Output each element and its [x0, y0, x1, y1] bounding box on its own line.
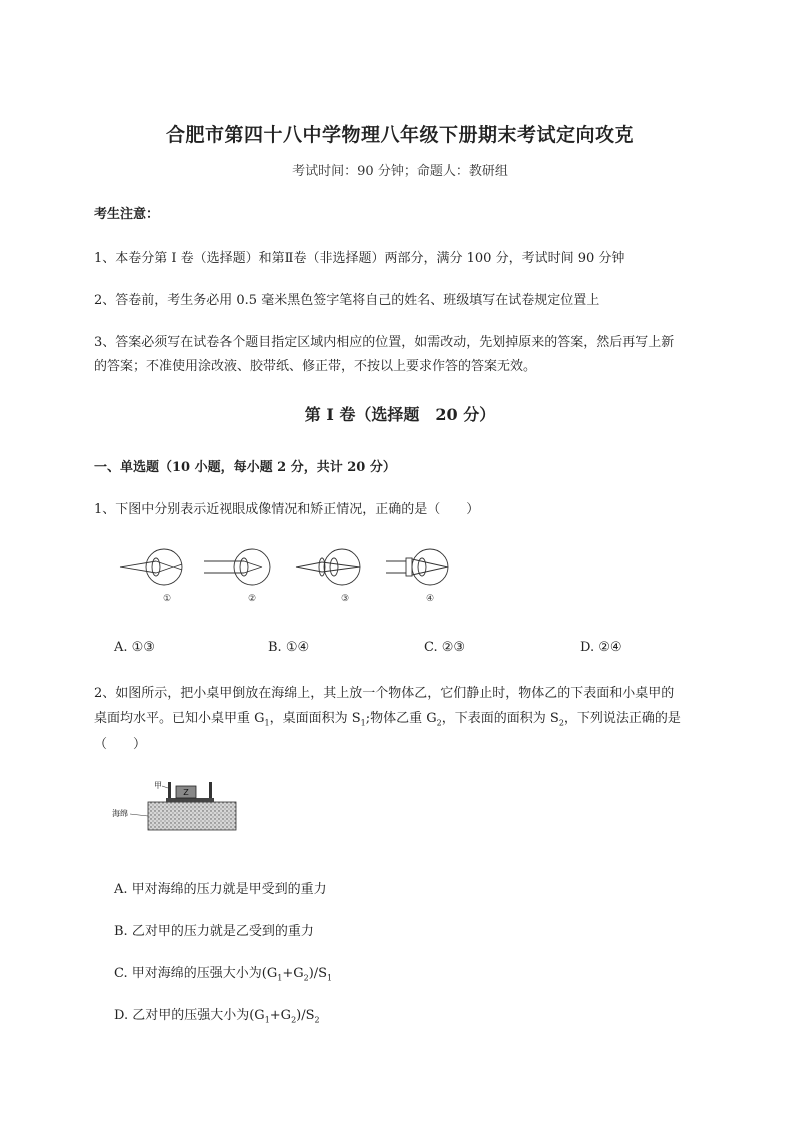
eye-diagram-4-label: ④	[425, 594, 435, 604]
eye-diagram-4	[386, 549, 448, 585]
q2-option-a[interactable]: A. 甲对海绵的压力就是甲受到的重力	[114, 882, 327, 897]
section-title: 第 I 卷（选择题 20 分）	[304, 405, 496, 424]
table-top	[166, 798, 214, 802]
notice-item-2: 2、答卷前，考生务必用 0.5 毫米黑色签字笔将自己的姓名、班级填写在试卷规定位置上	[94, 293, 600, 308]
notice-item-3-line-1: 3、答案必须写在试卷各个题目指定区域内相应的位置，如需改动，先划掉原来的答案，然后再写上新	[94, 335, 675, 350]
eye-diagram-3-label: ③	[340, 594, 350, 604]
eye-diagram-2-label: ②	[247, 594, 257, 604]
eye-diagram-2	[204, 549, 270, 585]
q2-option-c[interactable]: C. 甲对海绵的压强大小为$(G_1+G_2)/S_1$	[114, 966, 333, 983]
q1-option-d[interactable]: D. ②④	[580, 640, 622, 655]
q1-option-c[interactable]: C. ②③	[424, 640, 466, 655]
q2-option-b[interactable]: B. 乙对甲的压力就是乙受到的重力	[114, 924, 314, 939]
eye-diagram-3	[296, 549, 360, 585]
q1-option-a[interactable]: A. ①③	[114, 640, 155, 655]
question-1-stem: 1、下图中分别表示近视眼成像情况和矫正情况，正确的是（ ）	[94, 502, 480, 517]
sponge-table-figure	[110, 774, 240, 834]
q2-option-d[interactable]: D. 乙对甲的压强大小为$(G_1+G_2)/S_2$	[114, 1008, 320, 1025]
notice-heading: 考生注意：	[94, 207, 160, 222]
notice-item-3-line-2: 的答案；不准使用涂改液、胶带纸、修正带，不按以上要求作答的答案无效。	[94, 359, 537, 374]
eye-diagram-1-label: ①	[162, 594, 172, 604]
notice-item-1: 1、本卷分第 I 卷（选择题）和第Ⅱ卷（非选择题）两部分，满分 100 分，考试时间 90 分钟	[94, 251, 625, 266]
question-2-stem-line-1: 2、如图所示，把小桌甲倒放在海绵上，其上放一个物体乙，它们静止时，物体乙的下表面和小桌甲的	[94, 686, 675, 701]
eye-diagram-1	[120, 549, 182, 585]
q1-option-b[interactable]: B. ①④	[268, 640, 310, 655]
sponge	[148, 802, 236, 830]
sponge-label: 海绵	[112, 809, 128, 818]
page-title: 合肥市第四十八中学物理八年级下册期末考试定向攻克	[165, 124, 634, 146]
table-leg-right	[209, 782, 212, 798]
part-heading: 一、单选题（10 小题，每小题 2 分，共计 20 分）	[94, 460, 396, 475]
exam-info: 考试时间：90 分钟；命题人：教研组	[292, 164, 508, 179]
table-leg-left	[168, 782, 171, 798]
object-label: Z	[183, 788, 189, 797]
question-2-stem-line-2: 桌面均水平。已知小桌甲重 $G_1$，桌面面积为 $S_1$;物体乙重 $G_2$，下表面的面积为 $S_2$，下列说法正确的是	[94, 711, 681, 728]
eye-diagrams-figure	[112, 545, 452, 610]
table-label: 甲	[154, 781, 162, 790]
question-2-stem-line-3: （ ）	[94, 737, 147, 752]
